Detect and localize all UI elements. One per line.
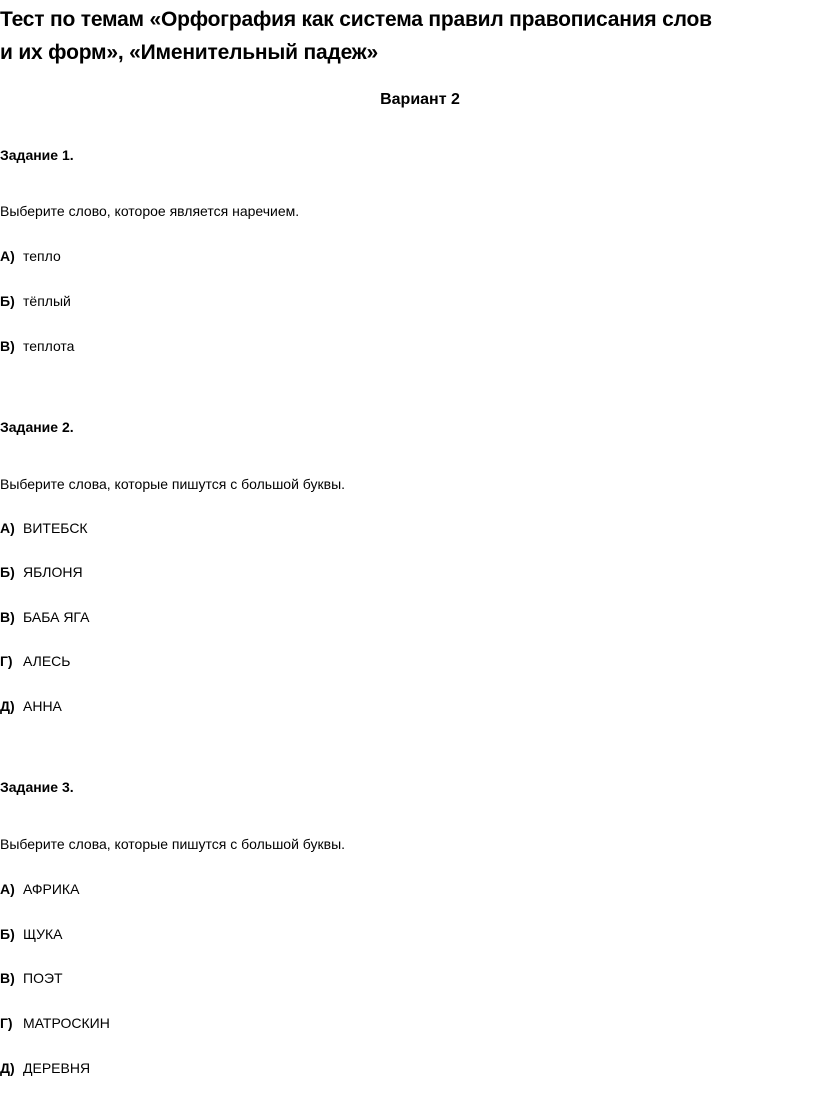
task-3-option-c bbox=[0, 968, 63, 988]
task-2-option-d bbox=[0, 651, 70, 671]
option-text: АННА bbox=[23, 698, 62, 714]
option-text: ПОЭТ bbox=[23, 970, 63, 986]
task-1-option-b bbox=[0, 291, 71, 311]
task-2-question: Выберите слова, которые пишутся с большой буквы. bbox=[0, 476, 346, 492]
document-title bbox=[0, 3, 816, 69]
option-text: БАБА ЯГА bbox=[23, 609, 90, 625]
task-1-option-a bbox=[0, 246, 61, 266]
task-2-option-a bbox=[0, 518, 88, 538]
option-text: теплота bbox=[23, 338, 75, 354]
variant-heading: Вариант 2 bbox=[380, 91, 460, 108]
title-line-2: и их форм», «Именительный падеж» bbox=[0, 41, 378, 64]
option-letter: В) bbox=[0, 970, 15, 986]
option-letter: Г) bbox=[0, 1015, 13, 1031]
task-3-heading: Задание 3. bbox=[0, 779, 74, 795]
option-text: тепло bbox=[23, 248, 61, 264]
task-2-option-e bbox=[0, 696, 62, 716]
task-1-heading: Задание 1. bbox=[0, 147, 74, 163]
task-2-option-b bbox=[0, 562, 83, 582]
option-letter: Д) bbox=[0, 1060, 15, 1076]
option-text: ЯБЛОНЯ bbox=[23, 564, 83, 580]
option-text: ВИТЕБСК bbox=[23, 520, 88, 536]
option-letter: В) bbox=[0, 338, 15, 354]
option-letter: Б) bbox=[0, 293, 15, 309]
option-text: АФРИКА bbox=[23, 881, 80, 897]
option-letter: Д) bbox=[0, 698, 15, 714]
option-letter: А) bbox=[0, 248, 15, 264]
task-3-option-d bbox=[0, 1013, 110, 1033]
title-line-1: Тест по темам «Орфография как система правил правописания слов bbox=[0, 8, 712, 31]
option-letter: А) bbox=[0, 520, 15, 536]
option-letter: Б) bbox=[0, 564, 15, 580]
task-3-option-a bbox=[0, 879, 79, 899]
task-2-heading: Задание 2. bbox=[0, 419, 74, 435]
option-text: АЛЕСЬ bbox=[23, 653, 71, 669]
task-1-question: Выберите слово, которое является наречием. bbox=[0, 203, 300, 219]
task-1-option-c bbox=[0, 336, 74, 356]
option-text: МАТРОСКИН bbox=[23, 1015, 110, 1031]
option-letter: Г) bbox=[0, 653, 13, 669]
option-text: ЩУКА bbox=[23, 926, 63, 942]
option-letter: А) bbox=[0, 881, 15, 897]
task-3-option-b bbox=[0, 924, 63, 944]
option-text: тёплый bbox=[23, 293, 71, 309]
task-2-option-c bbox=[0, 607, 89, 627]
task-3-question: Выберите слова, которые пишутся с большой буквы. bbox=[0, 836, 346, 852]
option-text: ДЕРЕВНЯ bbox=[23, 1060, 91, 1076]
option-letter: В) bbox=[0, 609, 15, 625]
option-letter: Б) bbox=[0, 926, 15, 942]
task-3-option-e bbox=[0, 1058, 90, 1078]
